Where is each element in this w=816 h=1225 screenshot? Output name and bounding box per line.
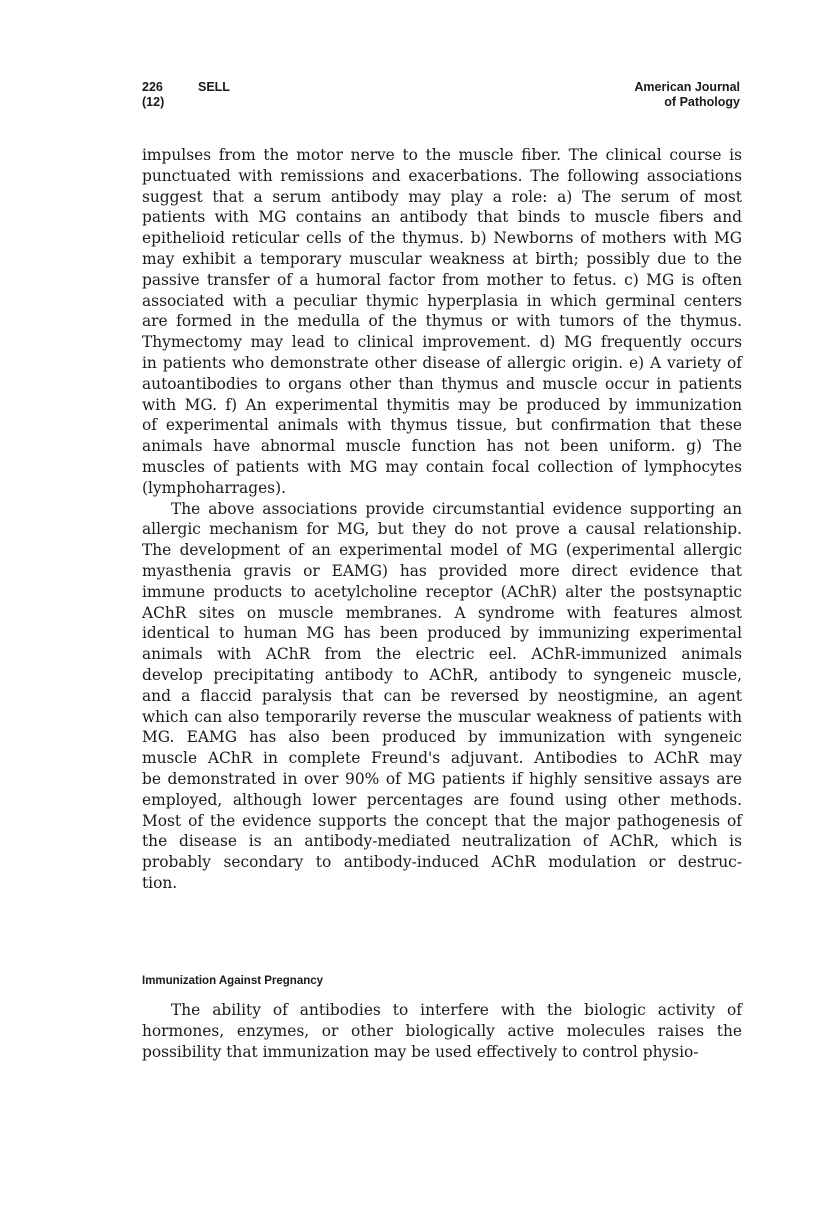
body-text-continued: [142, 1000, 742, 1062]
text-line: identical to human MG has been produced by immunizing experimental: [142, 624, 742, 643]
text-line: immune products to acetylcholine receptor (AChR) alter the postsynaptic: [142, 582, 742, 601]
text-line: passive transfer of a humoral factor from mother to fetus. c) MG is often: [142, 270, 742, 289]
text-line: are formed in the medulla of the thymus or with tumors of the thymus.: [142, 312, 742, 331]
text-line: AChR sites on muscle membranes. A syndrome with features almost: [142, 603, 742, 622]
text-line: which can also temporarily reverse the muscular weakness of patients with: [142, 707, 742, 726]
text-line: may exhibit a temporary muscular weakness at birth; possibly due to the: [142, 249, 742, 268]
text-line: in patients who demonstrate other disease of allergic origin. e) A variety of: [142, 353, 742, 372]
text-line: MG. EAMG has also been produced by immunization with syngeneic: [142, 728, 742, 747]
text-line: The ability of antibodies to interfere with the biologic activity of: [171, 1001, 742, 1019]
section-number: (12): [142, 95, 165, 109]
text-line: possibility that immunization may be used effectively to control physio-: [142, 1042, 699, 1061]
text-line: muscles of patients with MG may contain focal collection of lymphocytes: [142, 457, 742, 476]
section-heading: Immunization Against Pregnancy: [142, 975, 324, 987]
text-line: autoantibodies to organs other than thymus and muscle occur in patients: [142, 374, 742, 393]
journal-title-line2: of Pathology: [664, 95, 740, 109]
author-name: SELL: [198, 80, 230, 94]
text-line: with MG. f) An experimental thymitis may be produced by immunization: [142, 395, 742, 414]
text-line: probably secondary to antibody-induced AChR modulation or destruc-: [142, 853, 742, 872]
text-line: Thymectomy may lead to clinical improvement. d) MG frequently occurs: [142, 333, 742, 352]
journal-title: [634, 80, 740, 110]
text-line: The above associations provide circumstantial evidence supporting an: [171, 499, 742, 518]
text-line: allergic mechanism for MG, but they do not prove a causal relationship.: [142, 520, 742, 539]
text-line: animals have abnormal muscle function has not been uniform. g) The: [142, 437, 742, 456]
text-line: suggest that a serum antibody may play a role: a) The serum of most: [142, 187, 742, 206]
paragraph-eamg-model: [142, 499, 742, 894]
text-line: muscle AChR in complete Freund's adjuvant. Antibodies to AChR may: [142, 749, 742, 768]
paragraph-myasthenia-associations: [142, 145, 742, 499]
text-line: develop precipitating antibody to AChR, antibody to syngeneic muscle,: [142, 665, 742, 684]
paragraph-immunization-pregnancy: [142, 1000, 742, 1062]
header-left: [142, 80, 230, 110]
text-line: tion.: [142, 873, 178, 892]
text-line: animals with AChR from the electric eel. AChR-immunized animals: [142, 645, 742, 664]
text-line: the disease is an antibody-mediated neutralization of AChR, which is: [142, 832, 742, 851]
page-number: 226: [142, 80, 163, 94]
text-line: and a flaccid paralysis that can be reversed by neostigmine, an agent: [142, 686, 742, 705]
body-text: [142, 145, 742, 894]
text-line: hormones, enzymes, or other biologically active molecules raises the: [142, 1021, 742, 1040]
text-line: be demonstrated in over 90% of MG patients if highly sensitive assays are: [142, 769, 742, 788]
journal-title-line1: American Journal: [634, 80, 740, 94]
text-line: The development of an experimental model of MG (experimental allergic: [142, 541, 742, 560]
text-line: employed, although lower percentages are found using other methods.: [142, 790, 742, 809]
text-line: of experimental animals with thymus tissue, but confirmation that these: [142, 416, 742, 435]
text-line: epithelioid reticular cells of the thymus. b) Newborns of mothers with MG: [142, 229, 742, 248]
text-line: punctuated with remissions and exacerbations. The following associations: [142, 166, 742, 185]
running-header: [142, 80, 740, 120]
text-line: Most of the evidence supports the concept that the major pathogenesis of: [142, 811, 742, 830]
text-line: associated with a peculiar thymic hyperplasia in which germinal centers: [142, 291, 742, 310]
text-line: impulses from the motor nerve to the muscle fiber. The clinical course is: [142, 146, 742, 164]
text-line: myasthenia gravis or EAMG) has provided more direct evidence that: [142, 561, 742, 580]
text-line: patients with MG contains an antibody that binds to muscle fibers and: [142, 208, 742, 227]
text-line: (lymphoharrages).: [142, 478, 286, 497]
